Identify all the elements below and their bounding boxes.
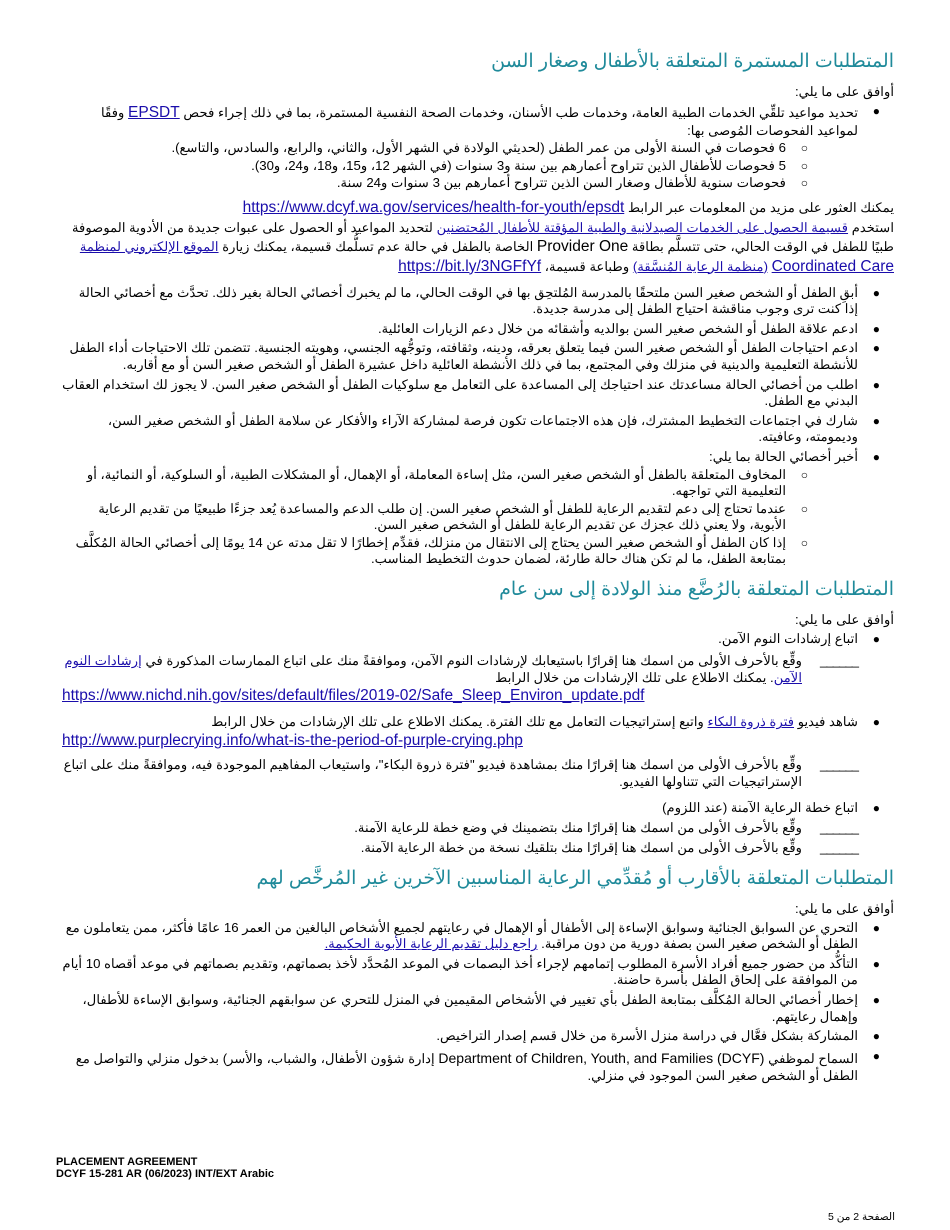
inform-sublist	[62, 467, 858, 569]
list-item: ● إخطار أخصائي الحالة المُكلَّف بمتابعة الطفل بأي تغيير في الأشخاص المقيمين في المنزل للتحري عن سوابقهم الجنائية، وسوابق الإساءة للأطفال، وإهمال رعايتهم.	[82, 991, 880, 1024]
form-code: DCYF 15-281 AR (06/2023) INT/EXT Arabic	[56, 1168, 275, 1180]
epsdt-url-link[interactable]: https://www.dcyf.wa.gov/services/health-for-youth/epsdt	[242, 198, 625, 216]
document-body	[62, 50, 894, 1087]
purple-list	[62, 714, 894, 751]
list-item: ● شارك في اجتماعات التخطيط المشترك، فإن هذه الاجتماعات تكون فرصة لمشاركة الآراء والأفكار عن سلامة الطفل أو الشخص صغير السن، وديمومته، وعافيته.	[107, 412, 880, 445]
form-title: PLACEMENT AGREEMENT	[56, 1156, 198, 1168]
section-ongoing-title: المتطلبات المستمرة المتعلقة بالأطفال وصغار السن	[491, 51, 894, 72]
list-item: ● اتباع خطة الرعاية الآمنة (عند اللزوم)	[662, 800, 880, 816]
coordinated-care-website-link[interactable]: الموقع الإلكتروني لمنظمة	[79, 238, 219, 254]
bullet-icon: ●	[872, 103, 880, 118]
list-item: ● ادعم احتياجات الطفل أو الشخص صغير السن فيما يتعلق بعرقه، ودينه، وثقافته، وتوجُّهه الجنسي، وهويته الجنسية. تتضمن تلك الاحتياجات أداء الطفل للأنشطة التعليمية والدينية في منزلك وفي المجتمع، بما في ذلك الأنشطة العائلية داخل عشيرة الطفل أو الشخص صغير السن أو مع أقاربه.	[69, 340, 880, 372]
voucher-paragraph: استخدم قسيمة الحصول على الخدمات الصيدلانية والطبية المؤقتة للأطفال المُحتضنين لتحديد المواعيد أو الحصول على عبوات جديدة من الأدوية الموصوفة طبيًا للطفل في الوقت الحالي، حتى تتسلَّم بطاقة Provider One الخاصة بالطفل في حالة عدم تسلُّمك قسيمة، يمكنك زيارة الموقع الإلكتروني لمنظمة Coordinated Care (منظمة الرعاية المُنسَّقة) وطباعة قسيمة، https://bit.ly/3NGFfYf	[71, 219, 894, 275]
ongoing-list	[62, 103, 894, 192]
bitly-link[interactable]: https://bit.ly/3NGFfYf	[398, 257, 542, 275]
list-item: ● شاهد فيديو فترة ذروة البكاء واتبع إستراتيجيات التعامل مع تلك الفترة. يمكنك الاطلاع على تلك الإرشادات من خلال الرابط http://www.purplecrying.info/what-is-the-period-of-purple-crying.php	[62, 714, 880, 750]
safe-sleep-link[interactable]: إرشادات النوم الآمن	[64, 653, 802, 685]
bullet-icon: ●	[872, 920, 880, 935]
purple-url-link[interactable]: http://www.purplecrying.info/what-is-the-period-of-purple-crying.php	[62, 732, 523, 750]
section-relatives-title: المتطلبات المتعلقة بالأقارب أو مُقدِّمي الرعاية المناسبين الآخرين غير المُرخَّص لهم	[256, 868, 894, 889]
bullet-icon: ●	[872, 992, 880, 1007]
list-item: ● التأكُّد من حضور جميع أفراد الأسرة المطلوب إتمامهم لإجراء أخذ البصمات في الموعد المُحدَّد لأخذ بصماتهم، وتقديم بصماتهم في موعد أقصاه 10 أيام من الموافقة على إلحاق الطفل بأسرة حاضنة.	[62, 955, 880, 988]
bullet-icon: ●	[872, 321, 880, 336]
bullet-icon: ●	[872, 631, 880, 646]
bullet-icon: ●	[872, 1048, 880, 1063]
initials-safe-sleep: ______ وقِّع بالأحرف الأولى من اسمك هنا إقرارًا باستيعابك لإرشادات النوم الآمن، وموافقةً منك على اتباع الممارسات المذكورة في إرشادات النوم الآمن. يمكنك الاطلاع على تلك الإرشادات من خلال الرابط https://www.nichd.nih.gov/sites/default/files/2019-02/Safe_Sleep_Environ_update.pdf	[62, 653, 858, 705]
initials-field[interactable]: ______	[819, 819, 858, 835]
initials-safety-plan: ______ وقِّع بالأحرف الأولى من اسمك هنا إقرارًا منك بتضمينك في وضع خطة للرعاية الآمنة.	[354, 819, 858, 835]
list-item: ○ إذا كان الطفل أو الشخص صغير السن يحتاج إلى الانتقال من منزلك، فقدِّم إخطارًا لا تقل مدته عن 14 يومًا إلى أخصائي الحالة المُكلَّف بمتابعة الطفل، ما لم تكن هناك حالة طارئة، لضمان حدوث التخطيط المناسب.	[75, 534, 808, 567]
list-item: ○ فحوصات سنوية للأطفال وصغار السن الذين تتراوح أعمارهم بين 3 سنوات و24 سنة.	[336, 175, 808, 191]
bullet-icon: ●	[872, 1029, 880, 1044]
list-item: ● التحري عن السوابق الجنائية وسوابق الإساءة إلى الأطفال أو الإهمال في رعايتهم لجميع الأشخاص البالغين من العمر 16 عامًا فأكثر، ممن يتعاملون مع الطفل أو الشخص صغير السن بصفة دورية من دون مراقبة. راجع دليل تقديم الرعاية الأبوية الحكيمة.	[65, 919, 880, 952]
infant-list	[62, 631, 894, 648]
list-item: ● السماح لموظفي Department of Children, Youth, and Families (DCYF) إدارة شؤون الأطفال، والشباب، والأسر) بدخول منزلي والتواصل مع الطفل أو الشخص صغير السن الموجود في منزلي.	[75, 1048, 880, 1083]
safety-plan-list	[62, 800, 894, 817]
initials-field[interactable]: ______	[819, 840, 858, 856]
coordinated-care-ar-link[interactable]: (منظمة الرعاية المُنسَّقة)	[632, 258, 768, 274]
circle-bullet-icon: ○	[800, 535, 808, 550]
nichd-url-link[interactable]: https://www.nichd.nih.gov/sites/default/files/2019-02/Safe_Sleep_Environ_update.pdf	[62, 687, 645, 705]
voucher-link[interactable]: قسيمة الحصول على الخدمات الصيدلانية والطبية المؤقتة للأطفال المُحتضنين	[436, 219, 849, 235]
agree-label: أوافق على ما يلي:	[795, 84, 894, 99]
list-item: ○ 5 فحوصات للأطفال الذين تتراوح أعمارهم بين سنة و3 سنوات (في الشهر 12، و15، و18، و24، و30).	[251, 157, 808, 173]
list-item: ● ادعم علاقة الطفل أو الشخص صغير السن بوالديه وأشقائه من خلال دعم الزيارات العائلية.	[378, 320, 880, 336]
bullet-icon: ●	[872, 413, 880, 428]
support-list	[62, 285, 894, 569]
relatives-list	[62, 920, 894, 1085]
list-item: ○ عندما تحتاج إلى دعم لتقديم الرعاية للطفل أو الشخص صغير السن. إن طلب الدعم والمساعدة يُعد جزءًا طبيعيًا من تقديم الرعاية الأبوية، ولا يعني ذلك عجزك عن تقديم الرعاية للطفل أو الشخص صغير السن.	[98, 500, 808, 533]
form-footer	[56, 1156, 274, 1180]
initials-field[interactable]: ______	[819, 757, 858, 773]
purple-crying-link[interactable]: فترة ذروة البكاء	[707, 714, 795, 730]
circle-bullet-icon: ○	[800, 158, 808, 173]
list-item: ○ المخاوف المتعلقة بالطفل أو الشخص صغير السن، مثل إساءة المعاملة، أو الإهمال، أو المشكلات الطبية، أو السلوكية، أو النمائية، أو التعليمية التي تواجهه.	[86, 466, 808, 499]
epsdt-link[interactable]: EPSDT	[128, 103, 180, 121]
bullet-icon: ●	[872, 377, 880, 392]
prudent-parenting-link[interactable]: راجع دليل تقديم الرعاية الأبوية الحكيمة.	[324, 936, 538, 952]
circle-bullet-icon: ○	[800, 141, 808, 156]
bullet-icon: ●	[872, 801, 880, 816]
list-item: ● اتباع إرشادات النوم الآمن.	[718, 630, 880, 646]
circle-bullet-icon: ○	[800, 176, 808, 191]
initials-purple-video: ______ وقِّع بالأحرف الأولى من اسمك هنا إقرارًا منك بمشاهدة فيديو "فترة ذروة البكاء"، واستيعاب المفاهيم الموجودة فيه، وموافقةً منك على اتباع الإستراتيجيات التي تتناولها الفيديو.	[63, 757, 858, 789]
list-item: ● أبقِ الطفل أو الشخص صغير السن ملتحقًا بالمدرسة المُلتحِق بها في الوقت الحالي، ما لم يخبرك أخصائي الحالة بغير ذلك. تحدَّث مع أخصائي الحالة إذا كنت ترى وجوب مناقشة احتياج الطفل إلى مدرسة جديدة.	[78, 284, 880, 317]
circle-bullet-icon: ○	[800, 501, 808, 516]
coordinated-care-link[interactable]: Coordinated Care	[771, 257, 894, 275]
initials-field[interactable]: ______	[819, 653, 858, 669]
list-item: ● المشاركة بشكل فعَّال في دراسة منزل الأسرة من خلال قسم إصدار التراخيص.	[436, 1028, 880, 1044]
list-item: ○ 6 فحوصات في السنة الأولى من عمر الطفل (لحديثي الولادة في الشهر الأول، والثاني، والرابع، والسادس، والتاسع).	[171, 140, 808, 156]
agree-label: أوافق على ما يلي:	[795, 901, 894, 916]
circle-bullet-icon: ○	[800, 467, 808, 482]
section-infant-title: المتطلبات المتعلقة بالرُضَّع منذ الولادة إلى سن عام	[499, 579, 894, 601]
list-item: ● أخبر أخصائي الحالة بما يلي: ○ المخاوف المتعلقة بالطفل أو الشخص صغير السن، مثل إساءة المعاملة، أو الإهمال، أو المشكلات الطبية، أو السلوكية، أو النمائية، أو التعليمية التي تواجهه. ○ عندما تحتاج إلى دعم لتقديم الرعاية للطفل أو الشخص صغير السن. إن طلب الدعم والمساعدة يُعد جزءًا طبيعيًا من تقديم الرعاية الأبوية، ولا يعني ذلك عجزك عن تقديم الرعاية للطفل أو الشخص صغير السن. ○ إذا كان الطفل أو الشخص صغير السن يحتاج إلى الانتقال من منزلك، فقدِّم إخطارًا لا تقل مدته عن 14 يومًا إلى أخصائي الحالة المُكلَّف بمتابعة الطفل، ما لم تكن هناك حالة طارئة، لضمان حدوث التخطيط المناسب.	[62, 449, 894, 568]
agree-label: أوافق على ما يلي:	[795, 612, 894, 628]
list-item: ● تحديد مواعيد تلقِّي الخدمات الطبية العامة، وخدمات طب الأسنان، وخدمات الصحة النفسية المستمرة، بما في ذلك إجراء فحص EPSDT وفقًا لمواعيد الفحوصات المُوصى بها: ○ 6 فحوصات في السنة الأولى من عمر الطفل (لحديثي الولادة في الشهر الأول، والثاني، والرابع، والسادس، والتاسع). ○ 5 فحوصات للأطفال الذين تتراوح أعمارهم بين سنة و3 سنوات (في الشهر 12، و15، و18، و24، و30). ○ فحوصات سنوية للأطفال وصغار السن الذين تتراوح أعمارهم بين 3 سنوات و24 سنة.	[62, 103, 894, 192]
checkup-sublist	[62, 140, 858, 192]
bullet-icon: ●	[872, 956, 880, 971]
bullet-icon: ●	[872, 449, 880, 464]
page-number: الصفحة 2 من 5	[828, 1211, 895, 1223]
more-info-line: يمكنك العثور على مزيد من المعلومات عبر الرابط https://www.dcyf.wa.gov/services/health-for-youth/epsdt	[242, 198, 894, 216]
bullet-icon: ●	[872, 285, 880, 300]
list-item: ● اطلب من أخصائي الحالة مساعدتك عند احتياجك إلى المساعدة على التعامل مع سلوكيات الطفل أو الشخص صغير السن. لا يجوز لك استخدام العقاب البدني مع الطفل.	[62, 376, 880, 409]
bullet-icon: ●	[872, 341, 880, 356]
initials-safety-copy: ______ وقِّع بالأحرف الأولى من اسمك هنا إقرارًا منك بتلقيك نسخة من خطة الرعاية الآمنة.	[360, 840, 858, 856]
bullet-icon: ●	[872, 715, 880, 730]
